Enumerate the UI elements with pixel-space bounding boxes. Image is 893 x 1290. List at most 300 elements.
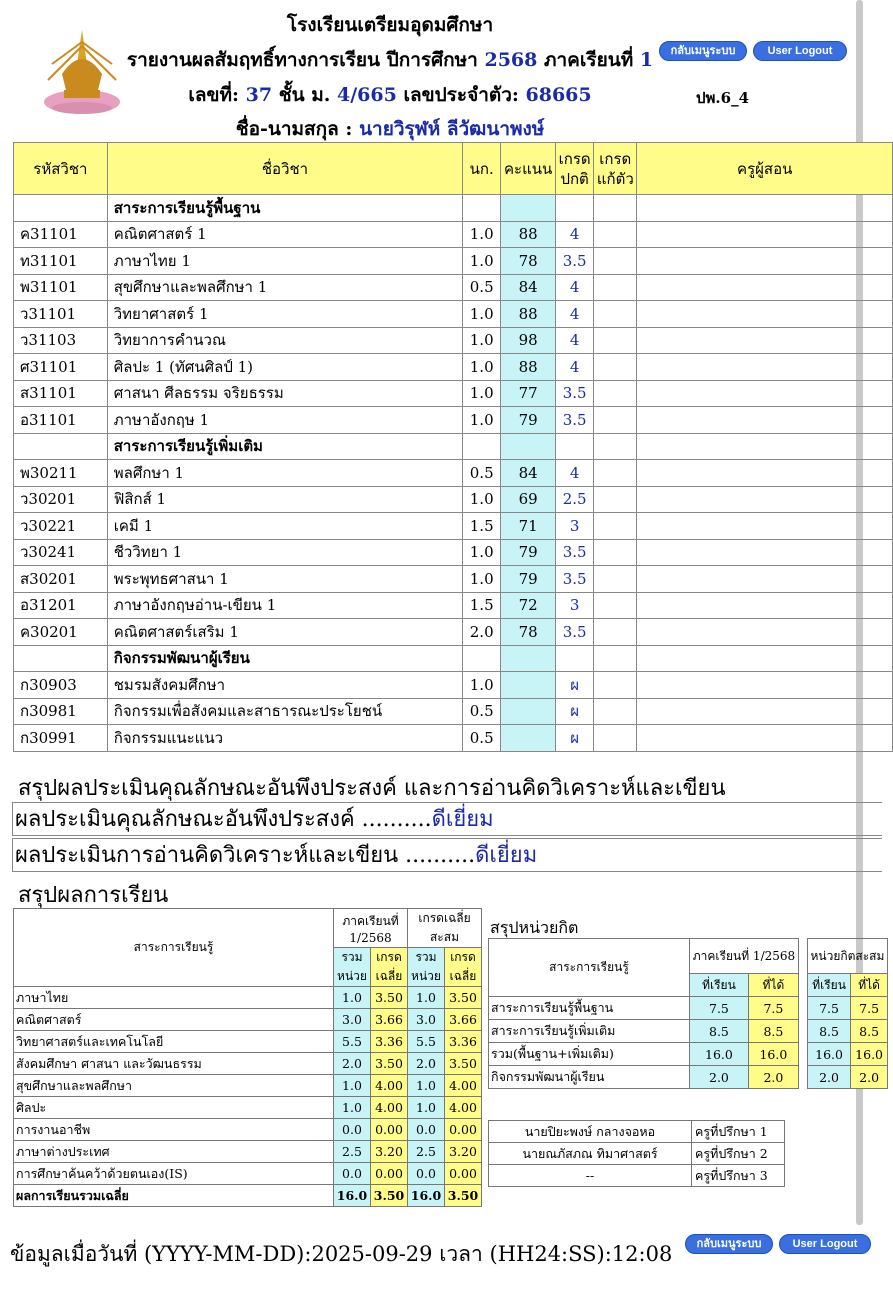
empty-cell — [556, 433, 594, 460]
grades-header-row — [14, 143, 893, 195]
unit-col-cum: หน่วยกิตสะสม — [807, 939, 887, 974]
unit-row — [489, 997, 888, 1020]
subject-teacher — [637, 486, 893, 513]
name-label: ชื่อ-นามสกุล : — [235, 118, 353, 140]
result-units-cum: 1.0 — [408, 987, 445, 1009]
result-gpa-term: 4.00 — [371, 1097, 408, 1119]
group-label: กิจกรรมพัฒนาผู้เรียน — [107, 645, 462, 672]
advisor-role: ครูที่ปรึกษา 1 — [692, 1121, 785, 1143]
subject-grade: 4 — [556, 221, 594, 248]
unit-earned-term: 2.0 — [748, 1066, 798, 1089]
subject-regrade — [594, 327, 637, 354]
subject-grade: 4 — [556, 460, 594, 487]
subject-credit: 1.0 — [463, 486, 501, 513]
subject-code: พ30211 — [14, 460, 108, 487]
table-row — [14, 539, 893, 566]
result-units-cum: 1.0 — [408, 1075, 445, 1097]
result-subject: ภาษาไทย — [14, 987, 334, 1009]
empty-cell — [14, 433, 108, 460]
subject-code: อ31101 — [14, 407, 108, 434]
read-value: ดีเยี่ยม — [475, 843, 538, 868]
subject-credit: 0.5 — [463, 274, 501, 301]
school-name: โรงเรียนเตรียมอุดมศึกษา — [286, 14, 494, 36]
table-row — [14, 460, 893, 487]
subject-grade: 3 — [556, 513, 594, 540]
subject-score: 79 — [501, 566, 556, 593]
advisor-name: -- — [489, 1165, 692, 1187]
subject-teacher — [637, 301, 893, 328]
subject-credit: 1.0 — [463, 221, 501, 248]
unit-studied-cum: 8.5 — [807, 1020, 850, 1043]
subject-credit: 1.5 — [463, 592, 501, 619]
result-summary-title: สรุปผลการเรียน — [18, 883, 169, 908]
subject-credit: 1.0 — [463, 327, 501, 354]
col-grade: เกรด ปกติ — [556, 143, 594, 195]
student-id-label: เลขประจำตัว: — [403, 84, 519, 106]
subject-regrade — [594, 354, 637, 381]
result-gpa-term: 3.50 — [371, 1053, 408, 1075]
subject-teacher — [637, 698, 893, 725]
subject-code: ค31101 — [14, 221, 108, 248]
read-label: ผลประเมินการอ่านคิดวิเคราะห์และเขียน .......... — [15, 843, 476, 868]
result-summary-table — [13, 908, 482, 1207]
subject-score: 72 — [501, 592, 556, 619]
unit-row — [489, 1066, 888, 1089]
subject-code: ส30201 — [14, 566, 108, 593]
subject-score: 88 — [501, 221, 556, 248]
result-units-term: 5.5 — [334, 1031, 371, 1053]
result-gpa-term: 0.00 — [371, 1119, 408, 1141]
empty-cell — [594, 195, 637, 222]
result-gpa-term: 0.00 — [371, 1163, 408, 1185]
advisor-role: ครูที่ปรึกษา 2 — [692, 1143, 785, 1165]
subject-code: ก30903 — [14, 672, 108, 699]
result-units-term: 0.0 — [334, 1119, 371, 1141]
subject-regrade — [594, 460, 637, 487]
subject-score: 84 — [501, 274, 556, 301]
result-gpa-cum: 3.50 — [445, 987, 482, 1009]
student-id: 68665 — [525, 84, 592, 106]
subject-score: 69 — [501, 486, 556, 513]
result-gpa-cum: 3.50 — [445, 1053, 482, 1075]
result-units-cum: 1.0 — [408, 1097, 445, 1119]
subject-regrade — [594, 539, 637, 566]
advisor-role: ครูที่ปรึกษา 3 — [692, 1165, 785, 1187]
subject-name: พระพุทธศาสนา 1 — [107, 566, 462, 593]
subject-regrade — [594, 592, 637, 619]
subject-code: ว30221 — [14, 513, 108, 540]
col-subject: ชื่อวิชา — [107, 143, 462, 195]
subject-name: ศาสนา ศีลธรรม จริยธรรม — [107, 380, 462, 407]
unit-col-subject: สาระการเรียนรู้ — [489, 939, 690, 997]
subject-score: 78 — [501, 248, 556, 275]
table-row — [14, 221, 893, 248]
subject-credit: 1.5 — [463, 513, 501, 540]
unit-subject: กิจกรรมพัฒนาผู้เรียน — [489, 1066, 690, 1089]
result-gpa-term: 3.20 — [371, 1141, 408, 1163]
subject-code: ท31101 — [14, 248, 108, 275]
result-sub-units-1: รวม หน่วย — [334, 948, 371, 987]
unit-earned-cum: 2.0 — [851, 1066, 888, 1089]
subject-teacher — [637, 460, 893, 487]
subject-name: กิจกรรมแนะแนว — [107, 725, 462, 752]
subject-name: ชีววิทยา 1 — [107, 539, 462, 566]
subject-teacher — [637, 513, 893, 540]
result-gpa-cum: 3.20 — [445, 1141, 482, 1163]
result-row — [14, 987, 482, 1009]
class-value: 4/665 — [337, 84, 397, 106]
unit-sub-earned-1: ที่ได้ — [748, 974, 798, 997]
subject-grade: 3 — [556, 592, 594, 619]
unit-sub-studied-2: ที่เรียน — [807, 974, 850, 997]
table-row — [14, 248, 893, 275]
group-row — [14, 433, 893, 460]
subject-teacher — [637, 672, 893, 699]
result-gpa-term: 4.00 — [371, 1075, 408, 1097]
subject-teacher — [637, 725, 893, 752]
char-value: ดีเยี่ยม — [431, 807, 494, 832]
subject-code: อ31201 — [14, 592, 108, 619]
subject-regrade — [594, 221, 637, 248]
result-units-term: 1.0 — [334, 1097, 371, 1119]
subject-regrade — [594, 248, 637, 275]
result-col-cum: เกรดเฉลี่ยสะสม — [408, 909, 482, 948]
result-col-term: ภาคเรียนที่ 1/2568 — [334, 909, 408, 948]
subject-name: ศิลปะ 1 (ทัศนศิลป์ 1) — [107, 354, 462, 381]
advisor-name: นายปิยะพงษ์ กลางจอหอ — [489, 1121, 692, 1143]
subject-code: ศ31101 — [14, 354, 108, 381]
subject-code: พ31101 — [14, 274, 108, 301]
subject-credit: 1.0 — [463, 380, 501, 407]
col-teacher: ครูผู้สอน — [637, 143, 893, 195]
table-row — [14, 725, 893, 752]
advisor-row — [489, 1121, 785, 1143]
form-code: ปพ.6_4 — [696, 89, 750, 107]
subject-credit: 1.0 — [463, 301, 501, 328]
empty-cell — [637, 195, 893, 222]
advisor-row — [489, 1143, 785, 1165]
unit-subject: สาระการเรียนรู้พื้นฐาน — [489, 997, 690, 1020]
result-row — [14, 1119, 482, 1141]
subject-grade: 2.5 — [556, 486, 594, 513]
unit-gap — [798, 1020, 807, 1043]
subject-teacher — [637, 221, 893, 248]
result-total-label: ผลการเรียนรวมเฉลี่ย — [14, 1185, 334, 1207]
subject-grade: 4 — [556, 354, 594, 381]
subject-score — [501, 725, 556, 752]
unit-earned-cum: 7.5 — [851, 997, 888, 1020]
result-row — [14, 1075, 482, 1097]
subject-name: กิจกรรมเพื่อสังคมและสาธารณะประโยชน์ — [107, 698, 462, 725]
subject-regrade — [594, 725, 637, 752]
subject-name: เคมี 1 — [107, 513, 462, 540]
subject-name: คณิตศาสตร์เสริม 1 — [107, 619, 462, 646]
result-total-row — [14, 1185, 482, 1207]
table-row — [14, 301, 893, 328]
unit-earned-term: 7.5 — [748, 997, 798, 1020]
unit-studied-cum: 16.0 — [807, 1043, 850, 1066]
unit-earned-cum: 8.5 — [851, 1020, 888, 1043]
subject-teacher — [637, 380, 893, 407]
unit-row — [489, 1043, 888, 1066]
result-sub-gpa-1: เกรด เฉลี่ย — [371, 948, 408, 987]
result-gpa-cum: 3.66 — [445, 1009, 482, 1031]
academic-year: 2568 — [484, 49, 538, 71]
result-sub-units-2: รวม หน่วย — [408, 948, 445, 987]
subject-grade: 4 — [556, 274, 594, 301]
subject-teacher — [637, 407, 893, 434]
unit-gap — [798, 939, 807, 974]
table-row — [14, 672, 893, 699]
subject-name: ภาษาไทย 1 — [107, 248, 462, 275]
result-units-term: 0.0 — [334, 1163, 371, 1185]
subject-teacher — [637, 248, 893, 275]
result-header-row — [14, 909, 482, 948]
result-units-term: 2.5 — [334, 1141, 371, 1163]
subject-name: ภาษาอังกฤษ 1 — [107, 407, 462, 434]
result-total-u2: 16.0 — [408, 1185, 445, 1207]
result-sub-gpa-2: เกรด เฉลี่ย — [445, 948, 482, 987]
subject-grade: ผ — [556, 672, 594, 699]
unit-earned-cum: 16.0 — [851, 1043, 888, 1066]
result-units-term: 3.0 — [334, 1009, 371, 1031]
unit-gap — [798, 1066, 807, 1089]
empty-cell — [463, 195, 501, 222]
col-score: คะแนน — [501, 143, 556, 195]
subject-regrade — [594, 619, 637, 646]
result-subject: สุขศึกษาและพลศึกษา — [14, 1075, 334, 1097]
subject-regrade — [594, 407, 637, 434]
subject-score — [501, 698, 556, 725]
result-row — [14, 1141, 482, 1163]
subject-name: สุขศึกษาและพลศึกษา 1 — [107, 274, 462, 301]
class-label: ชั้น ม. — [278, 84, 331, 106]
result-units-term: 1.0 — [334, 987, 371, 1009]
subject-regrade — [594, 698, 637, 725]
subject-grade: ผ — [556, 725, 594, 752]
subject-teacher — [637, 354, 893, 381]
table-row — [14, 592, 893, 619]
unit-earned-term: 8.5 — [748, 1020, 798, 1043]
subject-credit: 0.5 — [463, 698, 501, 725]
result-subject: คณิตศาสตร์ — [14, 1009, 334, 1031]
result-gpa-cum: 3.36 — [445, 1031, 482, 1053]
unit-studied-cum: 2.0 — [807, 1066, 850, 1089]
table-row — [14, 354, 893, 381]
subject-credit: 2.0 — [463, 619, 501, 646]
result-gpa-cum: 0.00 — [445, 1163, 482, 1185]
subject-regrade — [594, 380, 637, 407]
subject-credit: 0.5 — [463, 725, 501, 752]
subject-score: 79 — [501, 407, 556, 434]
table-row — [14, 619, 893, 646]
seat-no-label: เลขที่: — [188, 84, 240, 106]
term-value: 1 — [639, 49, 654, 71]
table-row — [14, 698, 893, 725]
result-units-cum: 3.0 — [408, 1009, 445, 1031]
unit-studied-term: 2.0 — [690, 1066, 749, 1089]
unit-row — [489, 1020, 888, 1043]
student-name-line — [0, 114, 780, 144]
empty-cell — [501, 433, 556, 460]
subject-teacher — [637, 539, 893, 566]
result-units-cum: 0.0 — [408, 1163, 445, 1185]
result-subject: ศิลปะ — [14, 1097, 334, 1119]
table-row — [14, 513, 893, 540]
result-subject: ภาษาต่างประเทศ — [14, 1141, 334, 1163]
subject-code: ก30981 — [14, 698, 108, 725]
char-label: ผลประเมินคุณลักษณะอันพึงประสงค์ .......... — [15, 807, 432, 832]
subject-credit: 1.0 — [463, 407, 501, 434]
subject-grade: ผ — [556, 698, 594, 725]
result-row — [14, 1031, 482, 1053]
result-row — [14, 1163, 482, 1185]
result-subject: การศึกษาค้นคว้าด้วยตนเอง(IS) — [14, 1163, 334, 1185]
advisors-table — [488, 1120, 785, 1187]
unit-studied-cum: 7.5 — [807, 997, 850, 1020]
menu-button[interactable]: กลับเมนูระบบ — [659, 41, 747, 61]
subject-code: ว31103 — [14, 327, 108, 354]
subject-teacher — [637, 566, 893, 593]
subject-credit: 1.0 — [463, 354, 501, 381]
footer-logout-button[interactable]: User Logout — [779, 1234, 871, 1254]
table-row — [14, 407, 893, 434]
subject-grade: 3.5 — [556, 566, 594, 593]
subject-grade: 3.5 — [556, 380, 594, 407]
subject-score: 71 — [501, 513, 556, 540]
unit-header-row — [489, 939, 888, 974]
subject-name: ฟิสิกส์ 1 — [107, 486, 462, 513]
subject-grade: 4 — [556, 301, 594, 328]
empty-cell — [637, 433, 893, 460]
group-row — [14, 645, 893, 672]
result-row — [14, 1097, 482, 1119]
subject-regrade — [594, 566, 637, 593]
unit-gap — [798, 997, 807, 1020]
group-label: สาระการเรียนรู้พื้นฐาน — [107, 195, 462, 222]
subject-credit: 0.5 — [463, 460, 501, 487]
unit-studied-term: 8.5 — [690, 1020, 749, 1043]
subject-name: พลศึกษา 1 — [107, 460, 462, 487]
table-row — [14, 327, 893, 354]
result-units-cum: 2.5 — [408, 1141, 445, 1163]
empty-cell — [14, 195, 108, 222]
unit-gap — [798, 1043, 807, 1066]
result-gpa-term: 3.66 — [371, 1009, 408, 1031]
subject-name: วิทยาศาสตร์ 1 — [107, 301, 462, 328]
subject-score — [501, 672, 556, 699]
result-units-term: 2.0 — [334, 1053, 371, 1075]
subject-teacher — [637, 619, 893, 646]
result-gpa-term: 3.36 — [371, 1031, 408, 1053]
unit-gap — [798, 974, 807, 997]
empty-cell — [463, 433, 501, 460]
subject-name: คณิตศาสตร์ 1 — [107, 221, 462, 248]
subject-teacher — [637, 592, 893, 619]
group-row — [14, 195, 893, 222]
subject-score: 88 — [501, 354, 556, 381]
result-units-cum: 0.0 — [408, 1119, 445, 1141]
col-regrade: เกรด แก้ตัว — [594, 143, 637, 195]
subject-name: วิทยาการคำนวณ — [107, 327, 462, 354]
subject-score: 84 — [501, 460, 556, 487]
subject-teacher — [637, 327, 893, 354]
unit-sub-earned-2: ที่ได้ — [851, 974, 888, 997]
table-row — [14, 380, 893, 407]
result-gpa-cum: 4.00 — [445, 1075, 482, 1097]
empty-cell — [501, 195, 556, 222]
data-timestamp: ข้อมูลเมื่อวันที่ (YYYY-MM-DD):2025-09-29 เวลา (HH24:SS):12:08 — [10, 1242, 673, 1266]
empty-cell — [556, 645, 594, 672]
result-subject: สังคมศึกษา ศาสนา และวัฒนธรรม — [14, 1053, 334, 1075]
subject-teacher — [637, 274, 893, 301]
unit-subject: สาระการเรียนรู้เพิ่มเติม — [489, 1020, 690, 1043]
subject-regrade — [594, 513, 637, 540]
group-label: สาระการเรียนรู้เพิ่มเติม — [107, 433, 462, 460]
subject-regrade — [594, 486, 637, 513]
subject-regrade — [594, 274, 637, 301]
logout-button[interactable]: User Logout — [753, 41, 847, 61]
footer-menu-button[interactable]: กลับเมนูระบบ — [685, 1234, 773, 1254]
empty-cell — [556, 195, 594, 222]
table-row — [14, 274, 893, 301]
empty-cell — [501, 645, 556, 672]
subject-score: 98 — [501, 327, 556, 354]
grades-table — [13, 142, 893, 752]
subject-credit: 1.0 — [463, 539, 501, 566]
unit-subject: รวม(พื้นฐาน+เพิ่มเติม) — [489, 1043, 690, 1066]
result-subject: วิทยาศาสตร์และเทคโนโลยี — [14, 1031, 334, 1053]
empty-cell — [463, 645, 501, 672]
col-code: รหัสวิชา — [14, 143, 108, 195]
unit-col-term: ภาคเรียนที่ 1/2568 — [690, 939, 799, 974]
subject-credit: 1.0 — [463, 248, 501, 275]
result-gpa-cum: 0.00 — [445, 1119, 482, 1141]
student-name: นายวิรุฬห์ ลีวัฒนาพงษ์ — [359, 118, 545, 140]
read-assessment — [12, 838, 882, 872]
unit-sub-studied-1: ที่เรียน — [690, 974, 749, 997]
empty-cell — [14, 645, 108, 672]
col-credit: นก. — [463, 143, 501, 195]
subject-code: ส31101 — [14, 380, 108, 407]
advisor-name: นายณภัสภณ ทิมาศาสตร์ — [489, 1143, 692, 1165]
unit-summary-table — [488, 938, 888, 1089]
term-label: ภาคเรียนที่ — [543, 49, 634, 71]
advisor-row — [489, 1165, 785, 1187]
table-row — [14, 566, 893, 593]
subject-code: ค30201 — [14, 619, 108, 646]
subject-code: ว30201 — [14, 486, 108, 513]
subject-score: 77 — [501, 380, 556, 407]
char-assessment — [12, 802, 882, 836]
result-subject: การงานอาชีพ — [14, 1119, 334, 1141]
result-total-g2: 3.50 — [445, 1185, 482, 1207]
result-col-subject: สาระการเรียนรู้ — [14, 909, 334, 987]
result-row — [14, 1009, 482, 1031]
subject-regrade — [594, 672, 637, 699]
empty-cell — [594, 645, 637, 672]
subject-score: 79 — [501, 539, 556, 566]
report-prefix: รายงานผลสัมฤทธิ์ทางการเรียน ปีการศึกษา — [126, 49, 478, 71]
result-gpa-term: 3.50 — [371, 987, 408, 1009]
assessment-title: สรุปผลประเมินคุณลักษณะอันพึงประสงค์ และการอ่านคิดวิเคราะห์และเขียน — [18, 776, 726, 801]
subject-grade: 3.5 — [556, 407, 594, 434]
subject-grade: 3.5 — [556, 248, 594, 275]
result-total-u1: 16.0 — [334, 1185, 371, 1207]
subject-score: 88 — [501, 301, 556, 328]
result-row — [14, 1053, 482, 1075]
empty-cell — [637, 645, 893, 672]
